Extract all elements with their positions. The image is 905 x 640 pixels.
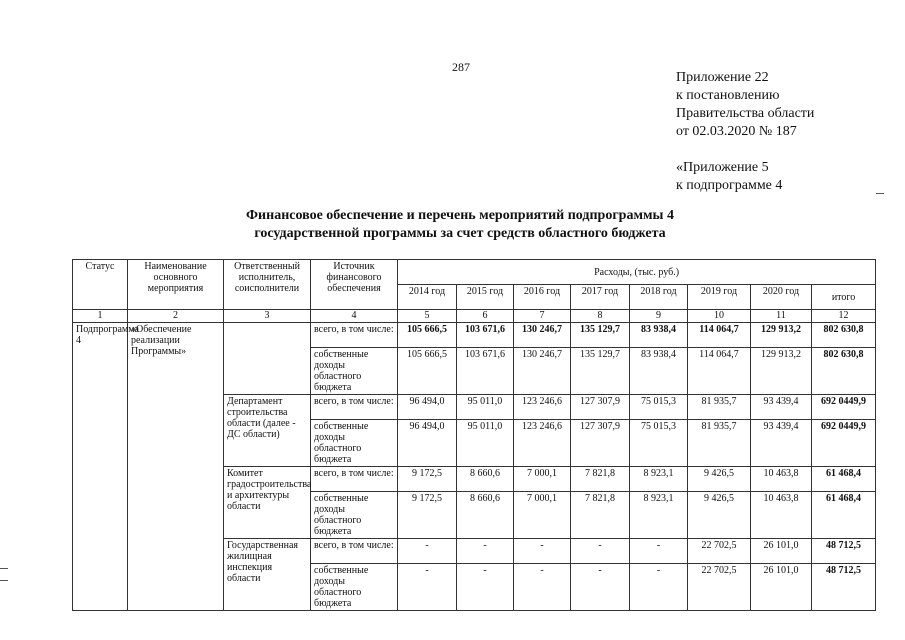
annex-line: к постановлению: [676, 88, 780, 103]
value-cell: 93 439,4: [751, 420, 812, 467]
column-index-cell: 12: [812, 310, 876, 323]
value-cell: 129 913,2: [751, 323, 812, 348]
value-cell: 7 000,1: [514, 467, 571, 492]
source-cell: собственные доходы областного бюджета: [311, 420, 398, 467]
header-year: 2018 год: [630, 285, 688, 310]
value-cell: -: [514, 539, 571, 564]
column-index-cell: 6: [457, 310, 514, 323]
header-status: Статус: [73, 260, 128, 310]
value-cell: 10 463,8: [751, 467, 812, 492]
header-year: 2019 год: [688, 285, 751, 310]
value-cell: 22 702,5: [688, 564, 751, 611]
value-cell: 96 494,0: [398, 420, 457, 467]
table-row: [73, 323, 876, 348]
annex-line: Приложение 22: [676, 70, 769, 85]
edge-mark: [0, 580, 8, 581]
executor-cell: Департамент строительства области (далее - ДС области): [224, 395, 311, 467]
value-cell: 75 015,3: [630, 395, 688, 420]
value-cell: 7 000,1: [514, 492, 571, 539]
value-cell: 83 938,4: [630, 323, 688, 348]
source-cell: собственные доходы областного бюджета: [311, 564, 398, 611]
column-index-cell: 11: [751, 310, 812, 323]
value-cell: 127 307,9: [571, 420, 630, 467]
annex-line: «Приложение 5: [676, 160, 769, 175]
total-cell: 802 630,8: [812, 323, 876, 348]
executor-cell: Государственная жилищная инспекция области: [224, 539, 311, 611]
value-cell: 135 129,7: [571, 348, 630, 395]
column-index-row: [73, 310, 876, 323]
title-line-1: Финансовое обеспечение и перечень мероприятий подпрограммы 4: [246, 208, 674, 223]
header-expenses: Расходы, (тыс. руб.): [398, 260, 876, 285]
value-cell: 81 935,7: [688, 420, 751, 467]
value-cell: 7 821,8: [571, 467, 630, 492]
column-index-cell: 4: [311, 310, 398, 323]
value-cell: 9 172,5: [398, 492, 457, 539]
value-cell: -: [457, 564, 514, 611]
value-cell: 81 935,7: [688, 395, 751, 420]
annex-line: к подпрограмме 4: [676, 178, 783, 193]
source-cell: всего, в том числе:: [311, 323, 398, 348]
value-cell: -: [630, 564, 688, 611]
header-executor: Ответственный исполнитель, соисполнители: [224, 260, 311, 310]
total-cell: 61 468,4: [812, 467, 876, 492]
value-cell: 9 426,5: [688, 492, 751, 539]
value-cell: 22 702,5: [688, 539, 751, 564]
page-number: 287: [452, 60, 470, 74]
total-cell: 692 0449,9: [812, 420, 876, 467]
total-cell: 802 630,8: [812, 348, 876, 395]
total-cell: 48 712,5: [812, 564, 876, 611]
financing-table: [72, 259, 876, 611]
column-index-cell: 2: [128, 310, 224, 323]
total-cell: 48 712,5: [812, 539, 876, 564]
source-cell: всего, в том числе:: [311, 539, 398, 564]
title-line-2: государственной программы за счет средств областного бюджета: [254, 226, 666, 241]
value-cell: 114 064,7: [688, 323, 751, 348]
edge-mark: [876, 193, 884, 194]
value-cell: 8 923,1: [630, 467, 688, 492]
column-index-cell: 10: [688, 310, 751, 323]
value-cell: 7 821,8: [571, 492, 630, 539]
value-cell: -: [398, 539, 457, 564]
value-cell: 103 671,6: [457, 348, 514, 395]
header-total: итого: [812, 285, 876, 310]
value-cell: 123 246,6: [514, 395, 571, 420]
value-cell: -: [457, 539, 514, 564]
value-cell: 9 426,5: [688, 467, 751, 492]
source-cell: всего, в том числе:: [311, 395, 398, 420]
annex-line: Правительства области: [676, 106, 815, 121]
value-cell: -: [398, 564, 457, 611]
value-cell: -: [514, 564, 571, 611]
total-cell: 61 468,4: [812, 492, 876, 539]
value-cell: -: [571, 539, 630, 564]
column-index-cell: 8: [571, 310, 630, 323]
value-cell: 130 246,7: [514, 323, 571, 348]
value-cell: 83 938,4: [630, 348, 688, 395]
value-cell: 95 011,0: [457, 420, 514, 467]
document-title: [150, 207, 770, 243]
value-cell: 10 463,8: [751, 492, 812, 539]
measure-name-cell: «Обеспечение реализации Программы»: [128, 323, 224, 611]
value-cell: 130 246,7: [514, 348, 571, 395]
value-cell: 96 494,0: [398, 395, 457, 420]
value-cell: 105 666,5: [398, 323, 457, 348]
status-cell: Подпрограмма 4: [73, 323, 128, 611]
value-cell: 103 671,6: [457, 323, 514, 348]
edge-mark: [0, 568, 8, 569]
value-cell: 26 101,0: [751, 564, 812, 611]
column-index-cell: 1: [73, 310, 128, 323]
value-cell: 105 666,5: [398, 348, 457, 395]
header-year: 2020 год: [751, 285, 812, 310]
header-row: [73, 260, 876, 285]
value-cell: 129 913,2: [751, 348, 812, 395]
value-cell: 9 172,5: [398, 467, 457, 492]
value-cell: 8 660,6: [457, 492, 514, 539]
header-source: Источник финансового обеспечения: [311, 260, 398, 310]
column-index-cell: 7: [514, 310, 571, 323]
total-cell: 692 0449,9: [812, 395, 876, 420]
executor-cell: [224, 323, 311, 395]
source-cell: собственные доходы областного бюджета: [311, 348, 398, 395]
value-cell: 75 015,3: [630, 420, 688, 467]
annex-line: от 02.03.2020 № 187: [676, 124, 797, 139]
value-cell: 8 923,1: [630, 492, 688, 539]
value-cell: -: [630, 539, 688, 564]
header-year: 2016 год: [514, 285, 571, 310]
value-cell: 135 129,7: [571, 323, 630, 348]
source-cell: собственные доходы областного бюджета: [311, 492, 398, 539]
header-year: 2014 год: [398, 285, 457, 310]
value-cell: 123 246,6: [514, 420, 571, 467]
executor-cell: Комитет градостроительства и архитектуры области: [224, 467, 311, 539]
header-year: 2017 год: [571, 285, 630, 310]
header-name: Наименование основного мероприятия: [128, 260, 224, 310]
value-cell: 26 101,0: [751, 539, 812, 564]
annex-block: [676, 69, 814, 195]
value-cell: 114 064,7: [688, 348, 751, 395]
value-cell: 93 439,4: [751, 395, 812, 420]
value-cell: 127 307,9: [571, 395, 630, 420]
value-cell: -: [571, 564, 630, 611]
value-cell: 95 011,0: [457, 395, 514, 420]
column-index-cell: 3: [224, 310, 311, 323]
source-cell: всего, в том числе:: [311, 467, 398, 492]
value-cell: 8 660,6: [457, 467, 514, 492]
header-year: 2015 год: [457, 285, 514, 310]
column-index-cell: 5: [398, 310, 457, 323]
column-index-cell: 9: [630, 310, 688, 323]
